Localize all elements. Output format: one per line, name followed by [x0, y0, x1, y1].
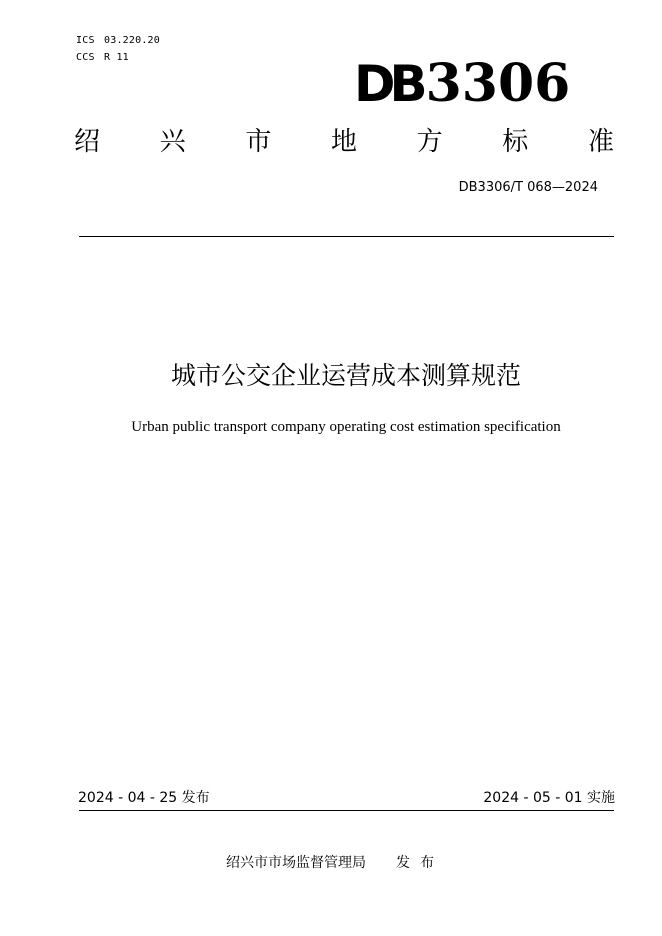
- document-title-en: Urban public transport company operating cost estimation specification: [131, 419, 561, 435]
- standard-type-char: 市: [245, 127, 272, 157]
- standard-type-char: 绍: [74, 127, 101, 157]
- standard-type-char: 地: [330, 127, 357, 157]
- db-logo: [354, 50, 571, 114]
- ccs-value: R 11: [104, 52, 129, 63]
- ccs-label: CCS: [76, 52, 95, 63]
- ics-value: 03.220.20: [104, 35, 160, 46]
- issuer-line: [226, 854, 444, 872]
- standard-type-char: 方: [416, 127, 443, 157]
- db-logo-letters: DB: [354, 55, 422, 113]
- bottom-divider: [79, 810, 614, 811]
- release-info: [78, 789, 210, 807]
- issuer-name: 绍兴市市场监督管理局: [226, 855, 366, 871]
- standard-type-title: [74, 124, 614, 160]
- standard-type-char: 兴: [159, 127, 186, 157]
- ics-line: [76, 32, 160, 49]
- standard-type-char: 准: [587, 127, 614, 157]
- standard-type-char: 标: [502, 127, 529, 157]
- classification-codes: [76, 32, 160, 66]
- release-date: 2024 - 04 - 25: [78, 790, 178, 806]
- implementation-label: 实施: [587, 790, 615, 806]
- ccs-line: [76, 49, 160, 66]
- document-title-cn: 城市公交企业运营成本测算规范: [170, 361, 521, 390]
- top-divider: [79, 236, 614, 237]
- ics-label: ICS: [76, 35, 95, 46]
- implementation-info: [483, 789, 615, 807]
- db-logo-number: 3306: [425, 53, 571, 114]
- implementation-date: 2024 - 05 - 01: [483, 790, 583, 806]
- standard-code: DB3306/T 068—2024: [458, 180, 598, 195]
- release-label: 发布: [181, 790, 210, 806]
- issuer-action: 发布: [396, 855, 444, 871]
